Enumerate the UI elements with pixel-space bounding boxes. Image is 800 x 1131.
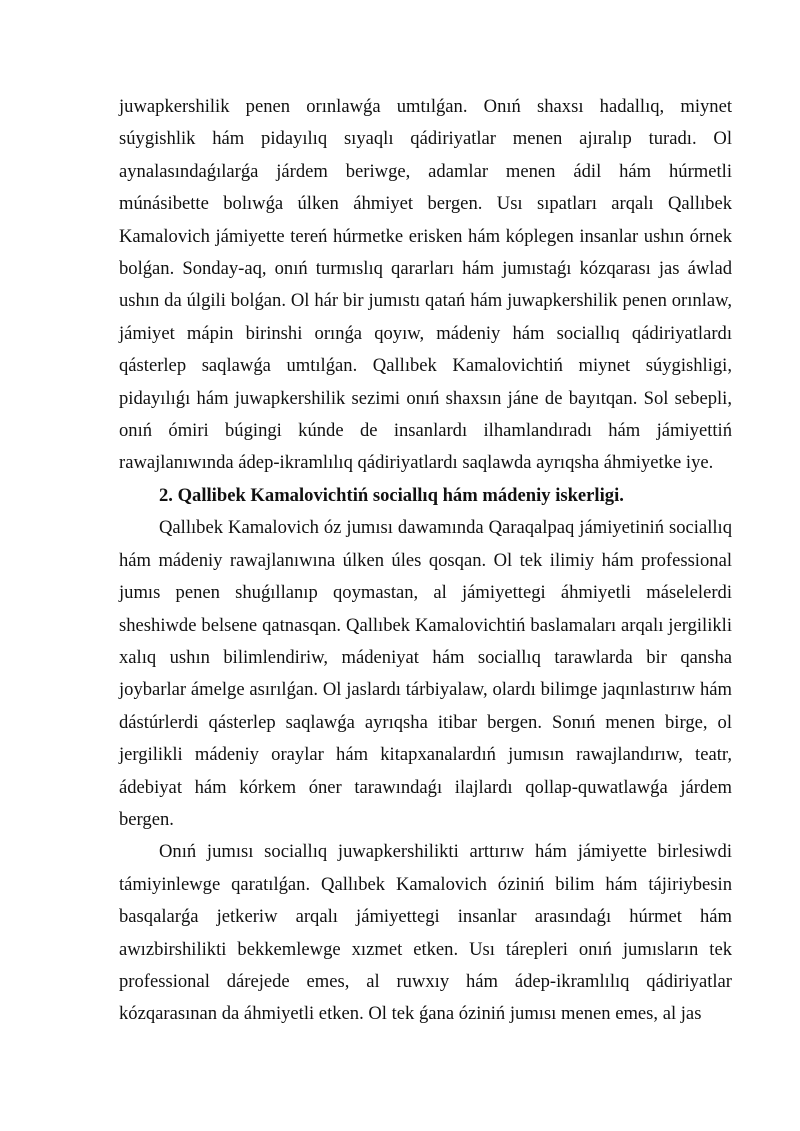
document-body — [119, 91, 732, 1031]
paragraph-continuation: juwapkershilik penen orınlawǵa umtılǵan. Onıń shaxsı hadallıq, miynet súygishlik hám pidayılıq sıyaqlı qádiriyatlar menen ajıralıp turadı. Ol aynalasındaǵılarǵa járdem beriwge, adamlar menen ádil hám húrmetli múnásibette bolıwǵa úlken áhmiyet bergen. Usı sıpatları arqalı Qallıbek Kamalovich jámiyette tereń húrmetke erisken hám kóplegen insanlar ushın órnek bolǵan. Sonday-aq, onıń turmıslıq qararları hám jumıstaǵı kózqarası jas áwlad ushın da úlgili bolǵan. Ol hár bir jumıstı qatań hám juwapkershilik penen orınlaw, jámiyet mápin birinshi orınǵa qoyıw, mádeniy hám sociallıq qádiriyatlardı qásterlep saqlawǵa umtılǵan. Qallıbek Kamalovichtiń miynet súygishligi, pidayılıǵı hám juwapkershilik sezimi onıń shaxsın jáne de bayıtqan. Sol sebepli, onıń ómiri búgingi kúnde de insanlardı ilhamlandıradı hám jámiyettiń rawajlanıwında ádep-ikramlılıq qádiriyatlardı saqlawda ayrıqsha áhmiyetke iye. — [119, 96, 732, 474]
paragraph-social-cultural: Qallıbek Kamalovich óz jumısı dawamında Qaraqalpaq jámiyetiniń sociallıq hám mádeniy rawajlanıwına úlken úles qosqan. Ol tek ilimiy hám professional jumıs penen shuǵıllanıp qoymastan, al jámiyettegi áhmiyetli máselelerdi sheshiwde belsene qatnasqan. Qallıbek Kamalovichtiń baslamaları arqalı jergilikli xalıq ushın bilimlendiriw, mádeniyat hám sociallıq tarawlarda bir qansha joybarlar ámelge asırılǵan. Ol jaslardı tárbiyalaw, olardı bilimge jaqınlastırıw hám dástúrlerdi qásterlep saqlawǵa ayrıqsha itibar bergen. Sonıń menen birge, ol jergilikli mádeniy oraylar hám kitapxanalardıń jumısın rawajlandırıw, teatr, ádebiyat hám kórkem óner tarawındaǵı ilajlardı qollap-quwatlawǵa járdem bergen. — [119, 517, 732, 830]
section-heading: 2. Qallibek Kamalovichtiń sociallıq hám mádeniy iskerligi. — [159, 484, 624, 506]
paragraph-responsibility: Onıń jumısı sociallıq juwapkershilikti arttırıw hám jámiyette birlesiwdi támiyinlewge qaratılǵan. Qallıbek Kamalovich óziniń bilim hám tájiriybesin basqalarǵa jetkeriw arqalı jámiyettegi insanlar arasındaǵı húrmet hám awızbirshilikti bekkemlewge xızmet etken. Usı tárepleri onıń jumısların tek professional dárejede emes, al ruwxıy hám ádep-ikramlılıq qádiriyatlar kózqarasınan da áhmiyetli etken. Ol tek ǵana óziniń jumısı menen emes, al jas — [119, 841, 732, 1025]
